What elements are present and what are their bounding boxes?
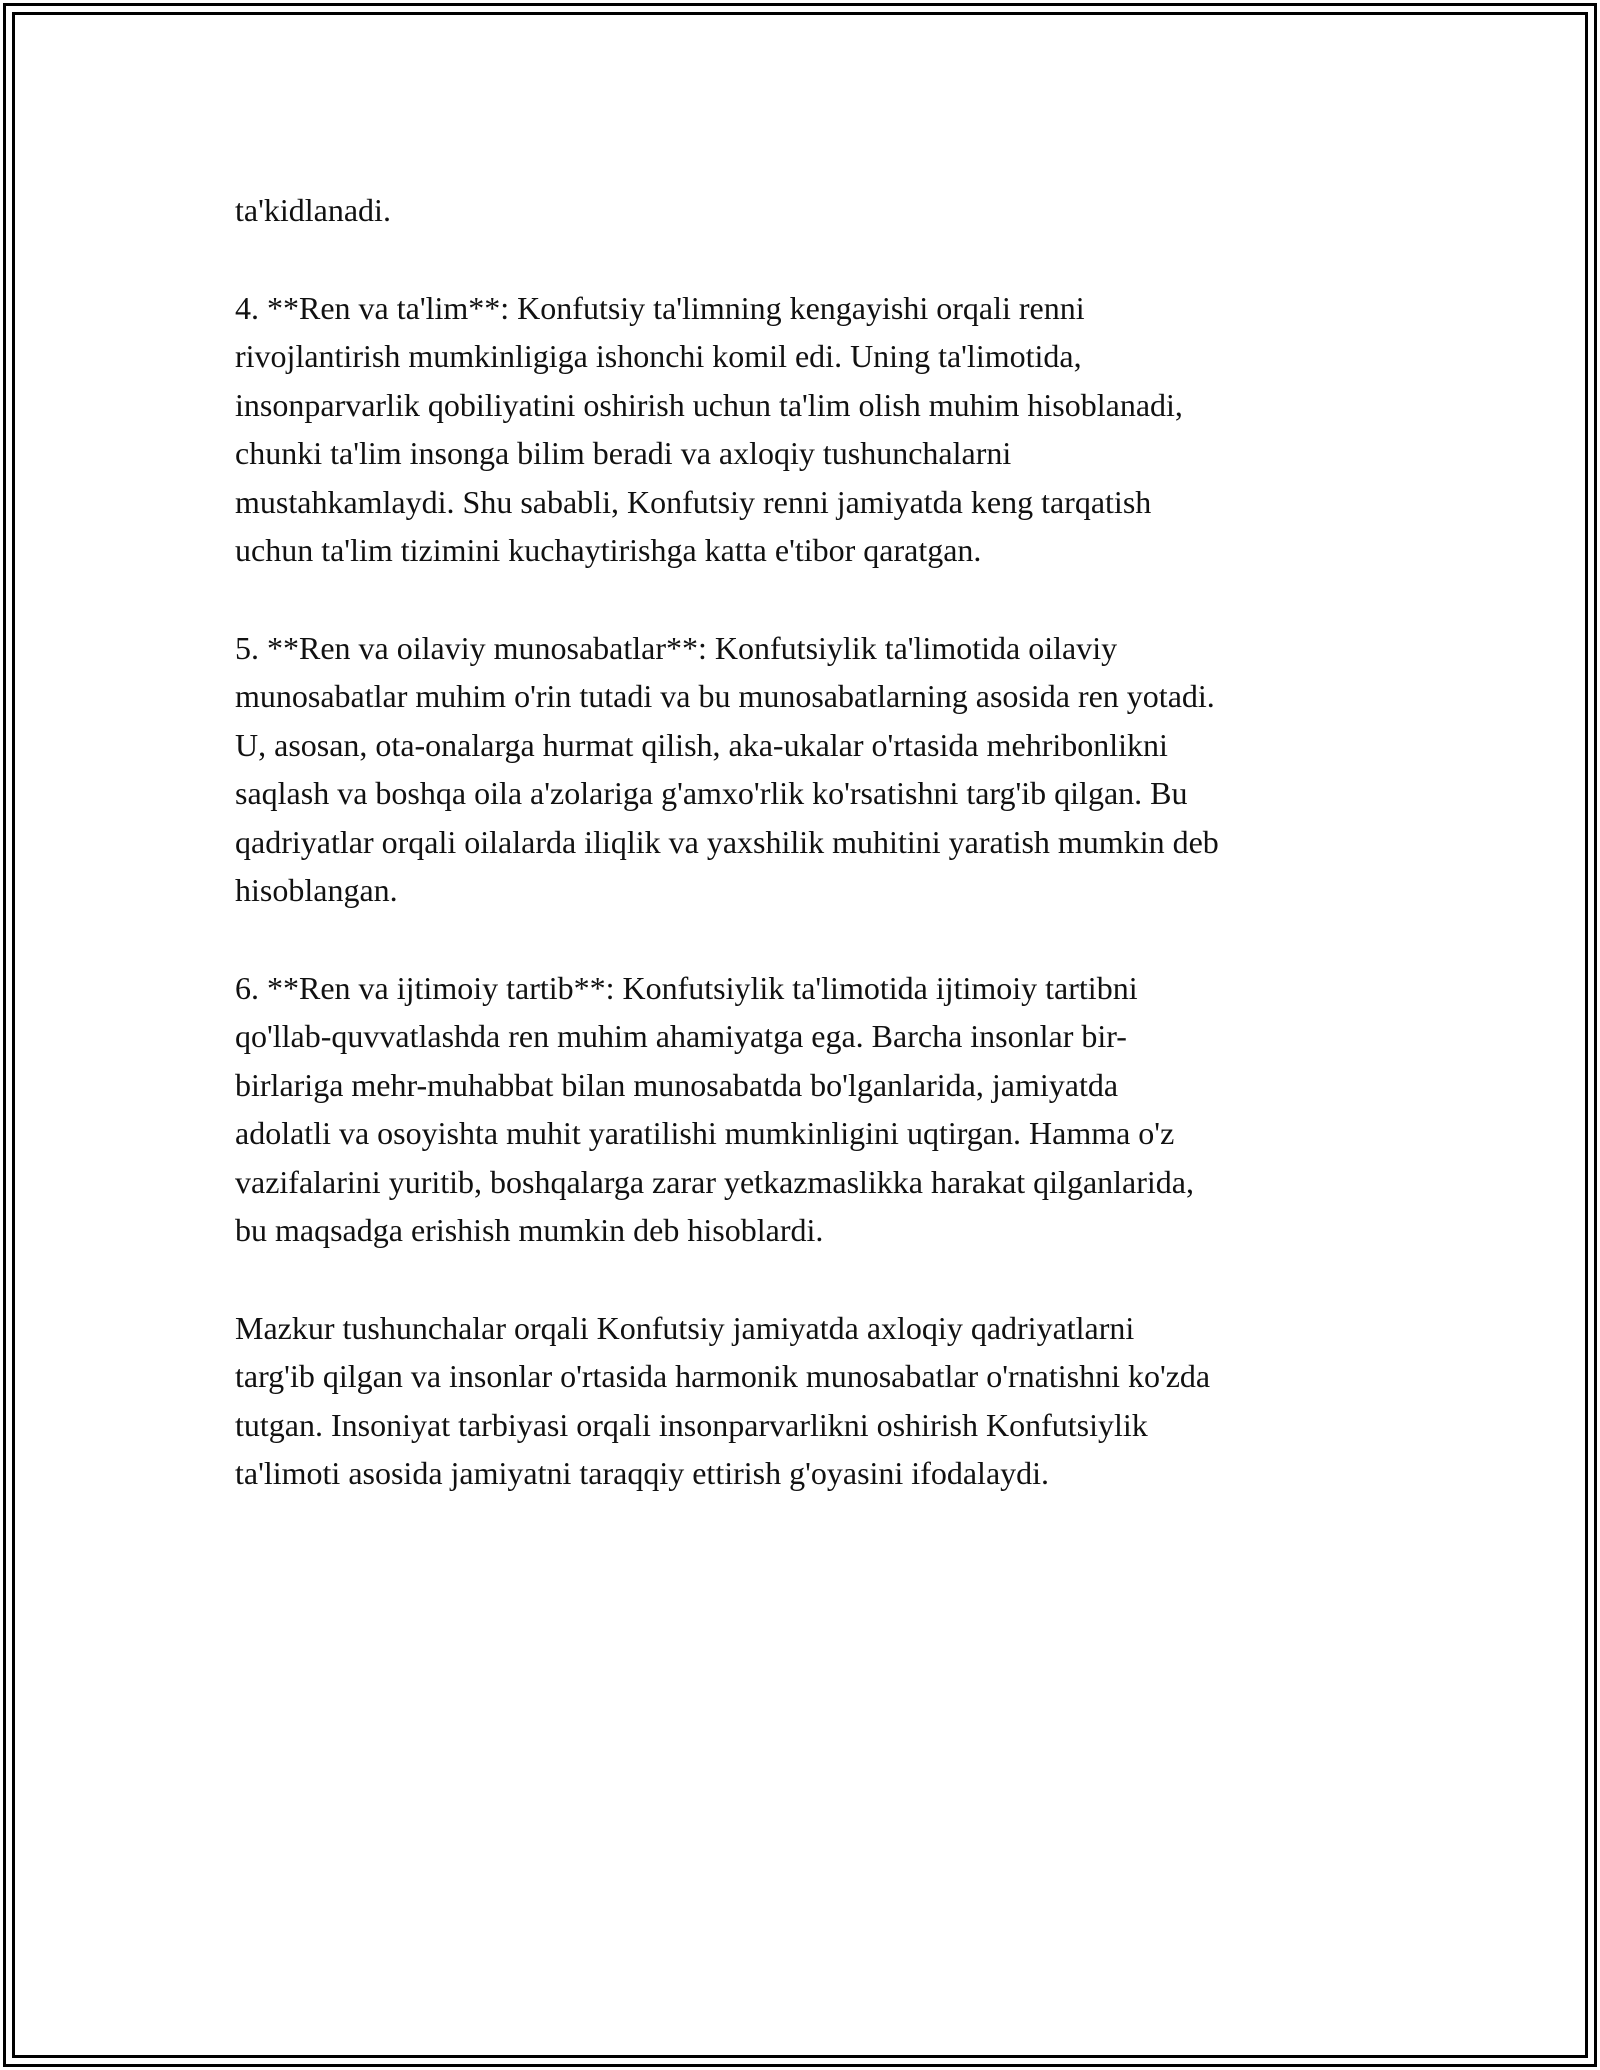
paragraph-continuation: ta'kidlanadi. — [235, 192, 391, 228]
paragraph-ren-va-ijtimoiy-tartib: 6. **Ren va ijtimoiy tartib**: Konfutsiylik ta'limotida ijtimoiy tartibni qo'llab-quvvatlashda ren muhim ahamiyatga ega. Barcha insonlar bir- birlariga mehr-muhabbat bilan munosabatda bo'lganlarida, jamiyatda adolatli va osoyishta muhit yaratilishi mumkinligini uqtirgan. Hamma o'z vazifalarini yuritib, boshqalarga zarar yetkazmaslikka harakat qilganlarida, bu maqsadga erishish mumkin deb hisoblardi. — [235, 969, 1194, 1248]
paragraph-ren-va-oilaviy-munosabatlar: 5. **Ren va oilaviy munosabatlar**: Konfutsiylik ta'limotida oilaviy munosabatlar muhim o'rin tutadi va bu munosabatlarning asosida ren yotadi. U, asosan, ota-onalarga hurmat qilish, aka-ukalar o'rtasida mehribonlikni saqlash va boshqa oila a'zolariga g'amxo'rlik ko'rsatishni targ'ib qilgan. Bu qadriyatlar orqali oilalarda iliqlik va yaxshilik muhitini yaratish mumkin deb hisoblangan. — [235, 629, 1219, 908]
paragraph-conclusion: Mazkur tushunchalar orqali Konfutsiy jamiyatda axloqiy qadriyatlarni targ'ib qilgan va insonlar o'rtasida harmonik munosabatlar o'rnatishni ko'zda tutgan. Insoniyat tarbiyasi orqali insonparvarlikni oshirish Konfutsiylik ta'limoti asosida jamiyatni taraqqiy ettirish g'oyasini ifodalaydi. — [235, 1309, 1211, 1491]
paragraph-ren-va-talim: 4. **Ren va ta'lim**: Konfutsiy ta'limning kengayishi orqali renni rivojlantirish mumkinligiga ishonchi komil edi. Uning ta'limotida, insonparvarlik qobiliyatini oshirish uchun ta'lim olish muhim hisoblanadi, chunki ta'lim insonga bilim beradi va axloqiy tushunchalarni mustahkamlaydi. Shu sababli, Konfutsiy renni jamiyatda keng tarqatish uchun ta'lim tizimini kuchaytirishga katta e'tibor qaratgan. — [235, 289, 1183, 568]
document-body — [235, 186, 1380, 1547]
